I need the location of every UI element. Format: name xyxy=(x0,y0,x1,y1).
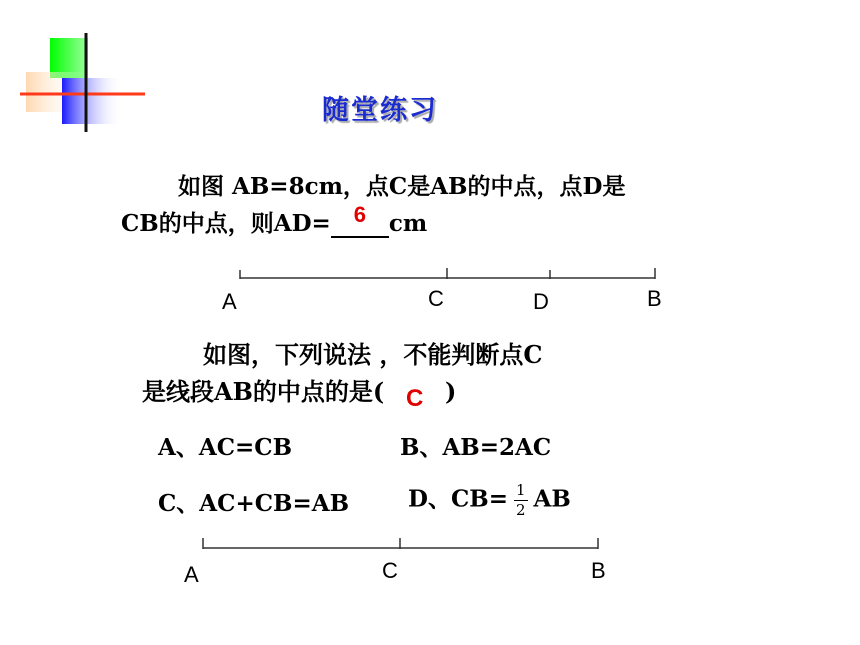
fraction-one-half xyxy=(514,483,528,518)
slide-title: 随堂练习 xyxy=(322,95,438,126)
fraction-numerator: 1 xyxy=(515,481,526,499)
q1-label-c: C xyxy=(428,286,444,311)
q2-segment xyxy=(184,538,606,587)
q1-line1: 如图 AB=8cm，点C是AB的中点，点D是 xyxy=(178,173,626,200)
q2-line2 xyxy=(142,377,457,412)
q2-line1: 如图，下列说法 ，不能判断点C xyxy=(203,340,543,369)
q2-answer: C xyxy=(405,385,424,412)
q2-line2-suffix: ) xyxy=(444,377,457,406)
q1-line2-suffix: cm xyxy=(388,210,428,237)
q1-label-b: B xyxy=(647,286,662,311)
option-c: C、AC+CB=AB xyxy=(158,490,350,517)
option-d xyxy=(408,483,571,518)
option-b: B、AB=2AC xyxy=(400,434,552,461)
q2-label-a: A xyxy=(184,562,199,587)
fraction-denominator: 2 xyxy=(515,501,526,519)
q1-segment xyxy=(222,268,662,314)
q1-label-d: D xyxy=(533,289,549,314)
q1-label-a: A xyxy=(222,289,237,314)
q2-label-c: C xyxy=(382,558,398,583)
q2-line2-prefix: 是线段AB的中点的是( xyxy=(142,377,385,406)
q2-label-b: B xyxy=(591,558,606,583)
option-a: A、AC=CB xyxy=(158,434,293,461)
option-d-prefix: D、CB= xyxy=(408,485,508,513)
q1-line2-prefix: CB的中点，则AD= xyxy=(121,210,331,237)
q1-answer: 6 xyxy=(353,201,366,227)
option-d-suffix: AB xyxy=(533,485,571,513)
